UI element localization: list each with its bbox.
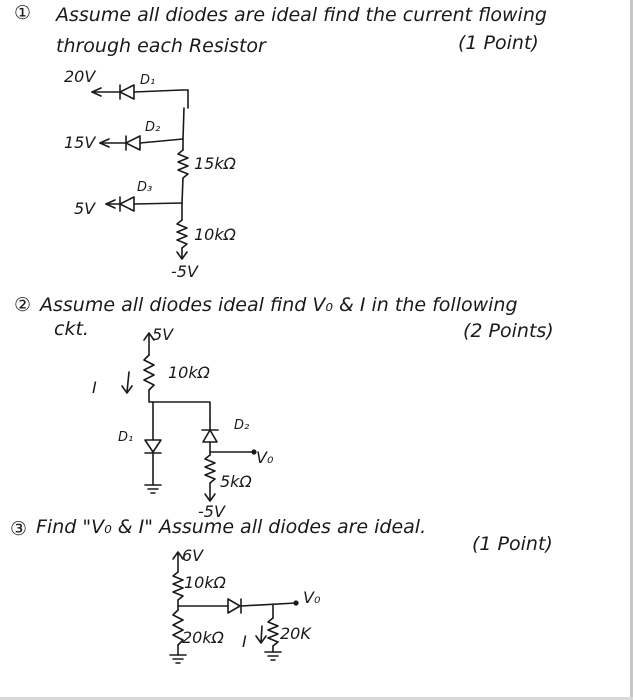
circuit-2 (122, 333, 256, 501)
p1-resistor-10k-icon (177, 220, 187, 248)
p2-label-vo: V₀ (256, 448, 274, 467)
p1-label-d3: D₃ (137, 180, 153, 195)
p1-label-10k: 10kΩ (194, 225, 236, 244)
p3-resistor-20k-left-icon (173, 610, 183, 645)
problem-1-points: (1 Point) (458, 32, 539, 54)
p2-label-neg5v: -5V (198, 502, 225, 521)
circuit-3 (170, 552, 298, 663)
problem-1-statement: Assume all diodes are ideal find the current flowing (56, 4, 547, 26)
p3-diode-icon (228, 599, 241, 613)
p1-label-d1: D₁ (140, 73, 156, 88)
p2-ground-icon (145, 485, 161, 493)
problem-2-statement-cont: ckt. (54, 318, 89, 340)
problem-1-statement-cont: through each Resistor (56, 35, 266, 57)
p1-resistor-15k-icon (178, 150, 188, 178)
p1-diode-d2-icon (100, 136, 183, 150)
p2-current-arrow-icon (122, 372, 132, 393)
p3-label-10k: 10kΩ (184, 573, 226, 592)
p3-label-i: I (242, 632, 247, 651)
p1-label-20v: 20V (64, 67, 96, 86)
p2-label-10k: 10kΩ (168, 363, 210, 382)
p2-diode-d2-icon (202, 430, 218, 442)
p3-resistor-10k-icon (173, 572, 183, 600)
p2-label-d2: D₂ (234, 418, 250, 433)
p3-current-arrow-icon (256, 626, 266, 643)
p2-label-d1: D₁ (118, 430, 134, 445)
p1-diode-d1-icon (92, 85, 182, 99)
p1-diode-d3-icon (106, 197, 182, 211)
circuit-1 (92, 85, 188, 259)
p3-label-20k-right: 20K (280, 624, 311, 643)
p2-resistor-10k-icon (144, 355, 154, 390)
p3-label-20k-left: 20kΩ (182, 628, 224, 647)
problem-2-number: ② (14, 294, 32, 316)
p3-label-6v: 6V (182, 546, 204, 565)
p2-diode-d1-icon (145, 440, 161, 453)
p2-label-5v: 5V (152, 325, 174, 344)
problem-3-number: ③ (10, 518, 28, 540)
p1-label-15v: 15V (64, 133, 96, 152)
p3-ground-left-icon (170, 655, 186, 663)
problem-3-points: (1 Point) (472, 533, 553, 555)
p2-label-i: I (92, 378, 97, 397)
p1-label-5v: 5V (74, 199, 96, 218)
p2-resistor-5k-icon (205, 455, 215, 483)
problem-3-statement: Find "V₀ & I" Assume all diodes are ideal. (36, 516, 427, 538)
p1-label-neg5v: -5V (171, 262, 198, 281)
problem-1-number: ① (14, 2, 32, 24)
p1-label-15k: 15kΩ (194, 154, 236, 173)
problem-2-points: (2 Points) (463, 320, 554, 342)
problem-2-statement: Assume all diodes ideal find V₀ & I in the following (40, 294, 518, 316)
p3-ground-right-icon (265, 652, 281, 660)
p1-label-d2: D₂ (145, 120, 161, 135)
p3-label-vo: V₀ (303, 588, 321, 607)
p2-label-5k: 5kΩ (220, 472, 252, 491)
p3-resistor-20k-right-icon (268, 618, 278, 646)
